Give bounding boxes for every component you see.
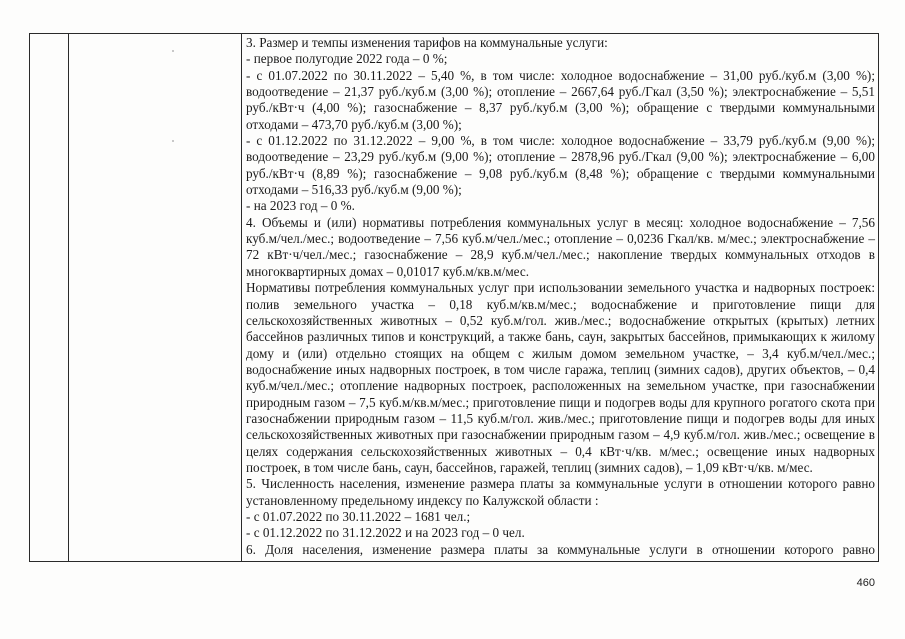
tariff-dec-2022: - с 01.12.2022 по 31.12.2022 – 9,00 %, в том числе: холодное водоснабжение – 33,79 руб./куб.м (9,00 %); водоотведение – 23,29 руб./куб.м (9,00 %); отопление – 2878,96 руб./Гкал (9,00 %); электроснабжение – 6,00 руб./кВт·ч (8,89 %); газоснабжение – 9,08 руб./куб.м (8,48 %); обращение с твердыми коммунальными отходами – 516,33 руб./куб.м (9,00 %); [246,133,875,198]
section-3-heading: 3. Размер и темпы изменения тарифов на коммунальные услуги: [246,35,608,50]
scan-speck [172,140,174,142]
tariff-first-half-2022: - первое полугодие 2022 года – 0 %; [246,51,448,67]
column-divider-2 [241,34,242,561]
content-table [29,33,879,562]
scan-speck [172,50,174,52]
tariff-2023: - на 2023 год – 0 %. [246,198,355,214]
table-cell-text [246,35,875,558]
section-5-population: 5. Численность населения, изменение размера платы за коммунальные услуги в отношении которого равно установленному предельному индексу по Калужской области : [246,476,875,508]
population-dec-2022-2023: - с 01.12.2022 по 31.12.2022 и на 2023 год – 0 чел. [246,525,525,541]
section-4-consumption-norms: 4. Объемы и (или) нормативы потребления коммунальных услуг в месяц: холодное водоснабжение – 7,56 куб.м/чел./мес.; водоотведение – 7,56 куб.м/чел./мес.; отопление – 0,0236 Гкал/кв. м/мес.; электроснабжение – 72 кВт·ч/чел./мес.; газоснабжение – 28,9 куб.м/чел./мес.; накопление твердых коммунальных отходов в многоквартирных домах – 0,01017 куб.м/кв.м/мес. [246,214,875,279]
page-number: 460 [856,577,875,589]
column-divider-1 [68,34,69,561]
land-plot-consumption-norms: Нормативы потребления коммунальных услуг при использовании земельного участка и надворных построек: полив земельного участка – 0,18 куб.м/кв.м/мес.; водоснабжение и приготовление пищи для сельскохозяйственных животных – 0,52 куб.м/гол. жив./мес.; водоснабжение открытых (крытых) летних бассейнов различных типов и конструкций, а также бань, саун, закрытых бассейнов, примыкающих к жилому дому и (или) отдельно стоящих на общем с жилым домом земельном участке, – 3,4 куб.м/чел./мес.; водоснабжение иных надворных построек, в том числе гаража, теплиц (зимних садов), других объектов, – 0,4 куб.м/чел./мес.; отопление надворных построек, расположенных на земельном участке, при газоснабжении природным газом – 7,5 куб.м/кв.м/мес.; приготовление пищи и подогрев воды для крупного рогатого скота при газоснабжении природным газом – 11,5 куб.м/гол. жив./мес.; приготовление пищи и подогрев воды для иных сельскохозяйственных животных при газоснабжении природным газом – 4,9 куб.м/гол. жив./мес.; освещение в целях содержания сельскохозяйственных животных – 0,4 кВт·ч/кв. м/мес.; освещение иных надворных построек, в том числе бань, саун, бассейнов, гаражей, теплиц (зимних садов), – 1,09 кВт·ч/кв. м/мес. [246,280,875,475]
section-6-share: 6. Доля населения, изменение размера платы за коммунальные услуги в отношении которого равно [246,541,875,557]
tariff-jul-nov-2022: - с 01.07.2022 по 30.11.2022 – 5,40 %, в том числе: холодное водоснабжение – 31,00 руб./куб.м (3,00 %); водоотведение – 21,37 руб./куб.м (3,00 %); отопление – 2667,64 руб./Гкал (3,50 %); электроснабжение – 5,51 руб./кВт·ч (4,00 %); газоснабжение – 8,37 руб./куб.м (3,00 %); обращение с твердыми коммунальными отходами – 473,70 руб./куб.м (3,00 %); [246,67,875,132]
population-jul-nov-2022: - с 01.07.2022 по 30.11.2022 – 1681 чел.; [246,508,471,524]
